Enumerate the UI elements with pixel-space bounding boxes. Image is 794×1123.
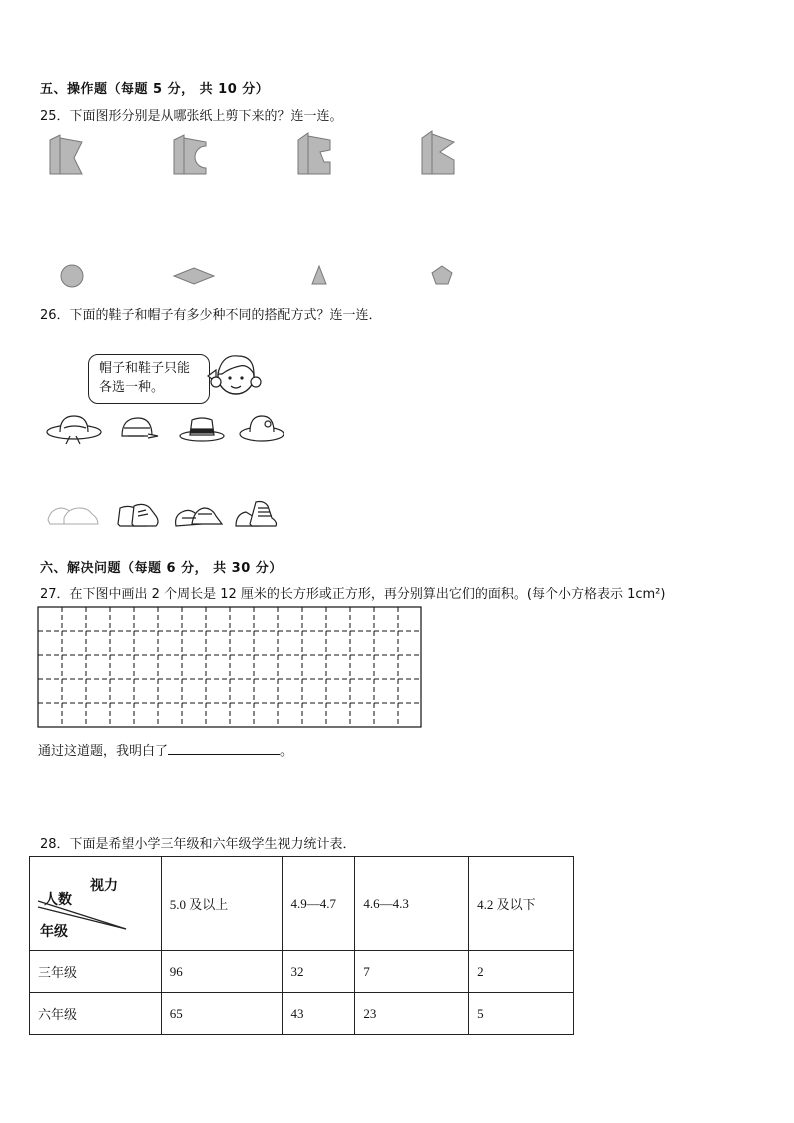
question-27-answer-line: [38, 740, 293, 759]
answer-suffix: 。: [280, 744, 294, 759]
value-cell: 43: [282, 993, 355, 1035]
grade-cell: 六年级: [30, 993, 162, 1035]
question-27-text: 27．在下图中画出 2 个周长是 12 厘米的长方形或正方形，再分别算出它们的面积。(每个小方格表示 1cm²): [40, 587, 666, 602]
folded-paper-figures: [40, 128, 480, 188]
column-header: 4.2 及以下: [469, 857, 574, 951]
table-row: [30, 993, 574, 1035]
shoes-2: [118, 504, 158, 526]
corner-label-grade: 年级: [40, 924, 68, 940]
rhombus-shape: [174, 268, 214, 284]
circle-shape: [61, 265, 83, 287]
bubble-line-2: 各选一种。: [99, 380, 165, 395]
cut-out-shapes: [40, 262, 480, 292]
shoes-4: [236, 502, 277, 527]
answer-prefix: 通过这道题，我明白了: [38, 744, 169, 759]
column-header: 5.0 及以上: [161, 857, 282, 951]
question-28-text: 28．下面是希望小学三年级和六年级学生视力统计表．: [40, 837, 356, 852]
hat-1: [47, 416, 101, 444]
bubble-line-1: 帽子和鞋子只能: [99, 361, 191, 376]
shoes-3: [176, 508, 222, 526]
value-cell: 32: [282, 951, 355, 993]
girl-illustration: [204, 348, 264, 404]
table-row: [30, 951, 574, 993]
speech-bubble: [88, 354, 210, 404]
shoes-1: [48, 508, 98, 524]
shoes-row: [46, 496, 282, 532]
folded-paper-3: [298, 133, 330, 174]
folded-paper-4: [422, 131, 454, 174]
question-25-text: 25．下面图形分别是从哪张纸上剪下来的？连一连。: [40, 109, 343, 124]
square-grid: [37, 606, 423, 730]
value-cell: 5: [469, 993, 574, 1035]
section-5-title: 五、操作题（每题 5 分， 共 10 分）: [40, 82, 270, 97]
folded-paper-2: [174, 135, 206, 174]
table-header-row: [30, 857, 574, 951]
column-header: 4.6—4.3: [355, 857, 469, 951]
value-cell: 96: [161, 951, 282, 993]
column-header: 4.9—4.7: [282, 857, 355, 951]
value-cell: 2: [469, 951, 574, 993]
hat-4: [240, 416, 284, 441]
vision-table: [29, 856, 574, 1035]
value-cell: 23: [355, 993, 469, 1035]
section-6-title: 六、解决问题（每题 6 分， 共 30 分）: [40, 561, 283, 576]
pentagon-shape: [432, 266, 452, 284]
header-corner-cell: [30, 857, 162, 951]
answer-blank[interactable]: [168, 742, 280, 755]
hat-3: [180, 418, 224, 441]
hat-2: [122, 418, 158, 438]
folded-paper-1: [50, 135, 82, 174]
triangle-shape: [312, 266, 326, 284]
corner-label-count: 人数: [44, 892, 72, 908]
hats-row: [44, 410, 284, 446]
corner-label-vision: 视力: [90, 878, 118, 894]
value-cell: 65: [161, 993, 282, 1035]
value-cell: 7: [355, 951, 469, 993]
grid-inner-lines: [38, 607, 422, 727]
question-26-text: 26．下面的鞋子和帽子有多少种不同的搭配方式？连一连．: [40, 308, 382, 323]
grade-cell: 三年级: [30, 951, 162, 993]
